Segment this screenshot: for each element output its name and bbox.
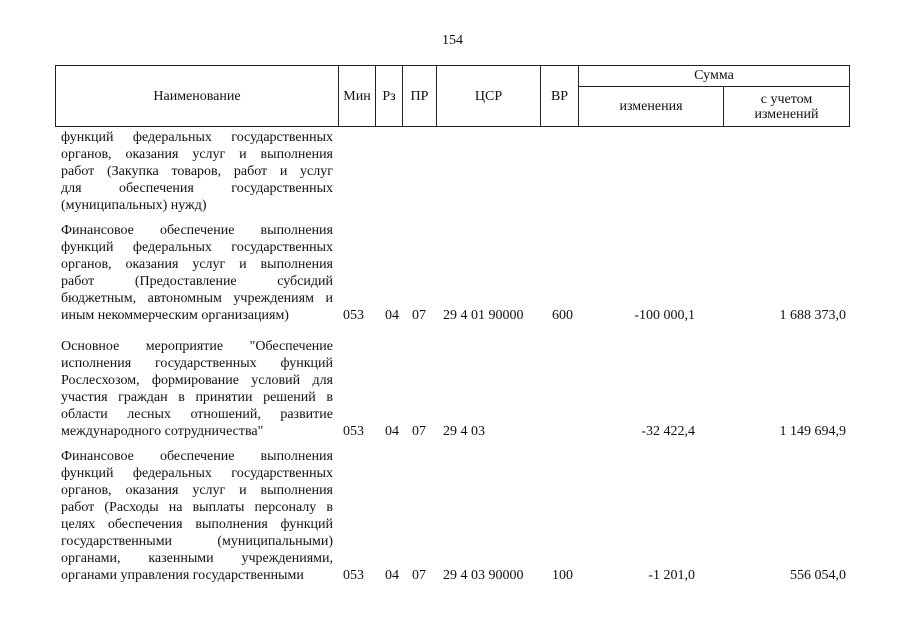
row-name-line: для обеспечения государственных (61, 181, 333, 196)
row-name-line: области лесных отношений, развитие (61, 407, 333, 422)
cell-rz: 04 (385, 424, 399, 439)
row-name-line: функций федеральных государственных (61, 130, 333, 145)
cell-changes: -1 201,0 (648, 568, 695, 583)
row-name-line: международного сотрудничества" (61, 424, 264, 439)
row-name-line: государственными (муниципальными) (61, 534, 333, 549)
row-name-line: органов, оказания услуг и выполнения (61, 147, 333, 162)
header-csr: ЦСР (437, 66, 541, 126)
row-name (61, 222, 333, 324)
row-name-line: Финансовое обеспечение выполнения (61, 223, 333, 238)
cell-min: 053 (343, 424, 364, 439)
header-with-changes: с учетом изменений (754, 91, 819, 122)
cell-pr: 07 (412, 424, 426, 439)
header-rz: Рз (376, 66, 403, 126)
row-name-line: целях обеспечения выполнения функций (61, 517, 333, 532)
row-name-line: иным некоммерческим организациям) (61, 308, 289, 323)
row-name-line: работ (Закупка товаров, работ и услуг (61, 164, 333, 179)
row-name-line: Основное мероприятие "Обеспечение (61, 339, 333, 354)
row-name-line: органами, казенными учреждениями, (61, 551, 333, 566)
row-name-line: бюджетным, автономным учреждениям и (61, 291, 333, 306)
row-name-line: исполнения государственных функций (61, 356, 333, 371)
cell-vr: 100 (552, 568, 573, 583)
row-name-line: Рослесхозом, формирование условий для (61, 373, 333, 388)
row-name-line: работ (Расходы на выплаты персоналу в (61, 500, 333, 515)
cell-changes: -100 000,1 (634, 308, 695, 323)
cell-with-changes: 1 688 373,0 (779, 308, 846, 323)
header-min: Мин (339, 66, 376, 126)
row-name-line: (муниципальных) нужд) (61, 198, 207, 213)
cell-min: 053 (343, 308, 364, 323)
row-name-line: органов, оказания услуг и выполнения (61, 483, 333, 498)
header-vr: ВР (541, 66, 579, 126)
row-name-line: работ (Предоставление субсидий (61, 274, 333, 289)
cell-pr: 07 (412, 308, 426, 323)
row-name-line: органов, оказания услуг и выполнения (61, 257, 333, 272)
header-summa: Сумма (579, 66, 849, 87)
row-name-line: функций федеральных государственных (61, 240, 333, 255)
cell-min: 053 (343, 568, 364, 583)
cell-with-changes: 556 054,0 (790, 568, 846, 583)
table-header (55, 65, 850, 127)
row-name (61, 129, 333, 214)
row-name (61, 448, 333, 584)
page-number: 154 (442, 33, 463, 48)
header-pr: ПР (403, 66, 437, 126)
row-name (61, 338, 333, 440)
cell-csr: 29 4 03 (443, 424, 485, 439)
cell-csr: 29 4 03 90000 (443, 568, 524, 583)
cell-vr: 600 (552, 308, 573, 323)
row-name-line: Финансовое обеспечение выполнения (61, 449, 333, 464)
cell-with-changes: 1 149 694,9 (779, 424, 846, 439)
row-name-line: органами управления государственными (61, 568, 304, 583)
cell-changes: -32 422,4 (641, 424, 695, 439)
cell-rz: 04 (385, 308, 399, 323)
row-name-line: функций федеральных государственных (61, 466, 333, 481)
row-name-line: участия граждан в принятии решений в (61, 390, 333, 405)
header-changes: изменения (579, 87, 724, 126)
cell-csr: 29 4 01 90000 (443, 308, 524, 323)
header-name: Наименование (56, 66, 339, 126)
cell-pr: 07 (412, 568, 426, 583)
cell-rz: 04 (385, 568, 399, 583)
